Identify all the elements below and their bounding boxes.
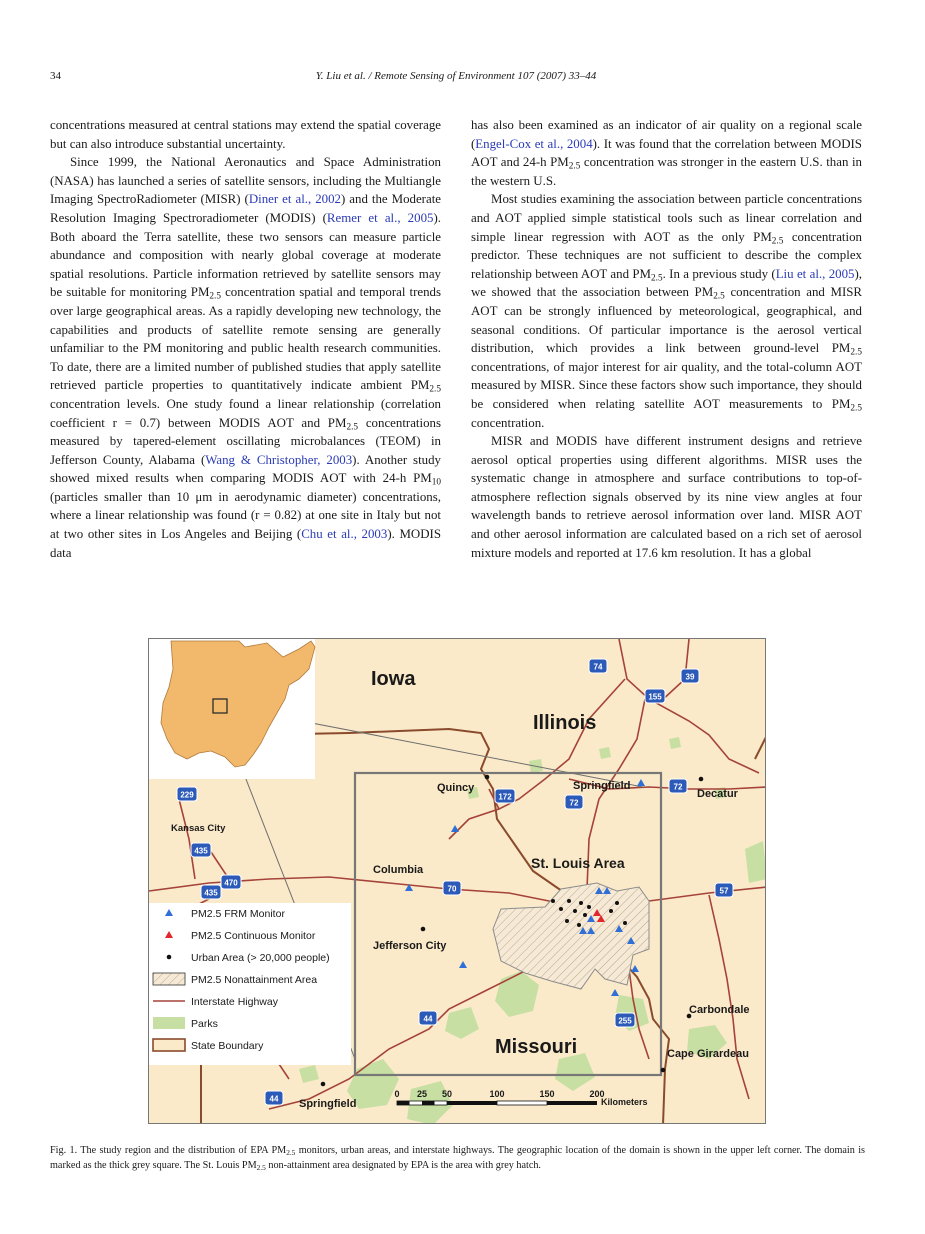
paragraph: has also been examined as an indicator of air quality on a regional scale (Engel-Cox et al., 2004). It was found that the correlation between MODIS AOT and 24-h $PM_{2.5}$ concentration was stronger in the eastern U.S. than in the western U.S. — [471, 118, 862, 188]
highway-shield — [419, 1011, 437, 1025]
highway-shield — [201, 885, 221, 899]
svg-text:25: 25 — [416, 1089, 428, 1099]
city-label: Kansas City — [171, 823, 226, 834]
svg-text:72: 72 — [673, 782, 683, 792]
citation-link[interactable]: Remer et al., 2005 — [326, 210, 434, 225]
citation-link[interactable]: Liu et al., 2005 — [775, 266, 855, 281]
state-boundary-icon — [153, 1039, 185, 1051]
highway-shield — [495, 789, 515, 803]
city-label: Columbia — [373, 864, 424, 876]
left-column — [50, 116, 441, 562]
paragraph: Most studies examining the association between particle concentrations and AOT applied simple statistical tools such as linear correlation and simple linear regression with AOT as the only $PM_{2.5}$ concentration predictor. These techniques are not sufficient to describe the complex relationship between AOT and $PM_{2.5}$. In a previous study (Liu et al., 2005), we showed that the association between $PM_{2.5}$ concentration and MISR AOT can be strongly influenced by meteorological, geographical, and seasonal conditions. Of particular importance is the aerosol vertical distribution, which provides a link between ground-level $PM_{2.5}$ concentrations, of major interest for air quality, and the total-column AOT measured by MISR. Since these factors show such importance, they should be considered when relating satellite AOT measurements to $PM_{2.5}$ concentration. — [471, 192, 863, 430]
highway-shield — [615, 1013, 635, 1027]
svg-text:PM2.5 Nonattainment Area: PM2.5 Nonattainment Area — [191, 974, 318, 986]
study-region-map — [148, 638, 766, 1124]
highway-shield — [681, 669, 699, 683]
svg-text:155: 155 — [648, 692, 662, 702]
svg-text:Kilometers: Kilometers — [601, 1097, 648, 1107]
svg-text:255: 255 — [618, 1016, 632, 1026]
svg-text:Interstate Highway: Interstate Highway — [191, 996, 278, 1008]
svg-text:435: 435 — [204, 888, 218, 898]
svg-text:70: 70 — [447, 884, 457, 894]
paragraph: MISR and MODIS have different instrument designs and retrieve aerosol optical properties using different algorithms. MISR uses the systematic change in atmosphere and surface contributions to top-of-atmosphere reflection signals observed by its nine view angles at four wavelength bands to retrieve aerosol information over land. MISR AOT and other aerosol information are calculated based on a rich set of aerosol mixture models and reported at 17.6 km resolution. It has a global — [471, 434, 862, 560]
highway-shield — [565, 795, 583, 809]
svg-text:0: 0 — [394, 1089, 400, 1099]
city-label: Springfield — [573, 780, 631, 792]
svg-text:150: 150 — [539, 1089, 555, 1099]
nonattainment-icon — [153, 973, 185, 985]
city-label: Jefferson City — [373, 940, 447, 952]
map-legend — [149, 903, 351, 1065]
svg-text:200: 200 — [589, 1089, 605, 1099]
state-label-iowa: Iowa — [371, 668, 416, 690]
svg-text:State Boundary: State Boundary — [191, 1040, 264, 1052]
svg-text:100: 100 — [489, 1089, 505, 1099]
city-label: Cape Girardeau — [667, 1048, 749, 1060]
page-header — [50, 70, 862, 86]
right-column — [471, 116, 862, 562]
area-label: St. Louis Area — [531, 855, 625, 871]
svg-text:229: 229 — [180, 790, 194, 800]
state-label-missouri: Missouri — [495, 1036, 578, 1058]
highway-shield — [443, 881, 461, 895]
svg-text:44: 44 — [269, 1094, 279, 1104]
city-label: Decatur — [697, 788, 738, 800]
svg-text:435: 435 — [194, 846, 208, 856]
citation-link[interactable]: Wang & Christopher, 2003 — [205, 452, 353, 467]
svg-text:44: 44 — [423, 1014, 433, 1024]
state-label-illinois: Illinois — [533, 712, 597, 734]
inset-us-map — [149, 639, 315, 779]
city-label: Springfield — [299, 1098, 357, 1110]
highway-shield — [177, 787, 197, 801]
highway-shield — [589, 659, 607, 673]
highway-shield — [669, 779, 687, 793]
running-title: Y. Liu et al. / Remote Sensing of Environment 107 (2007) 33–44 — [315, 70, 597, 82]
highway-shield — [645, 689, 665, 703]
highway-shield — [191, 843, 211, 857]
highway-shield — [221, 875, 241, 889]
svg-text:Parks: Parks — [191, 1018, 218, 1030]
city-label: Quincy — [437, 782, 475, 794]
citation-link[interactable]: Chu et al., 2003 — [301, 527, 388, 542]
paragraph: concentrations measured at central stations may extend the spatial coverage but can also introduce substantial uncertainty. — [50, 118, 441, 151]
svg-text:PM2.5 FRM Monitor: PM2.5 FRM Monitor — [191, 908, 285, 920]
highway-shield — [265, 1091, 283, 1105]
svg-text:PM2.5 Continuous Monitor: PM2.5 Continuous Monitor — [191, 930, 316, 942]
svg-text:39: 39 — [685, 672, 695, 682]
svg-text:50: 50 — [441, 1089, 453, 1099]
page-number: 34 — [50, 70, 61, 82]
svg-text:72: 72 — [569, 798, 579, 808]
svg-text:470: 470 — [224, 878, 238, 888]
citation-link[interactable]: Diner et al., 2002 — [248, 192, 341, 207]
svg-text:Urban Area (> 20,000 people): Urban Area (> 20,000 people) — [191, 952, 330, 964]
svg-text:74: 74 — [593, 662, 603, 672]
urban-area-icon — [167, 955, 172, 960]
parks-icon — [153, 1017, 185, 1029]
svg-text:172: 172 — [498, 792, 512, 802]
citation-link[interactable]: Engel-Cox et al., 2004 — [475, 136, 593, 151]
svg-text:57: 57 — [719, 886, 729, 896]
highway-shield — [715, 883, 733, 897]
paragraph: Since 1999, the National Aeronautics and Space Administration (NASA) has launched a series of satellite sensors, including the Multiangle Imaging SpectroRadiometer (MISR) (Diner et al., 2002) and the Moderate Resolution Imaging Spectroradiometer (MODIS) (Remer et al., 2005). Both aboard the Terra satellite, these two sensors can measure particle abundance and composition with nearly global coverage at moderate spatial resolutions. Particle information retrieved by satellite sensors may be suitable for monitoring $PM_{2.5}$ concentration spatial and temporal trends over large geographical areas. As a rapidly developing new technology, the capabilities and products of satellite remote sensing are generally unfamiliar to the PM monitoring and public health research communities. To date, there are a limited number of published studies that apply satellite retrieved particle properties to quantitatively indicate ambient $PM_{2.5}$ concentration levels. One study found a linear relationship (correlation coefficient r = 0.7) between MODIS AOT and $PM_{2.5}$ concentrations measured by tapered-element oscillating microbalances (TEOM) in Jefferson County, Alabama (Wang & Christopher, 2003). Another study showed mixed results when comparing MODIS AOT with 24-h $PM_{10}$ (particles smaller than 10 μm in aerodynamic diameter) concentrations, where a linear relationship was found (r = 0.82) at one site in Italy but not at two other sites in Los Angeles and Beijing (Chu et al., 2003). MODIS data — [50, 155, 442, 560]
city-label: Carbondale — [689, 1004, 750, 1016]
figure-caption: Fig. 1. The study region and the distribution of EPA $PM_{2.5}$ monitors, urban areas, and interstate highways. The geographic location of the domain is shown in the upper left corner. The domain is marked as the thick grey square. The St. Louis $PM_{2.5}$ non-attainment area designated by EPA is the area with grey hatch. — [50, 1145, 866, 1172]
